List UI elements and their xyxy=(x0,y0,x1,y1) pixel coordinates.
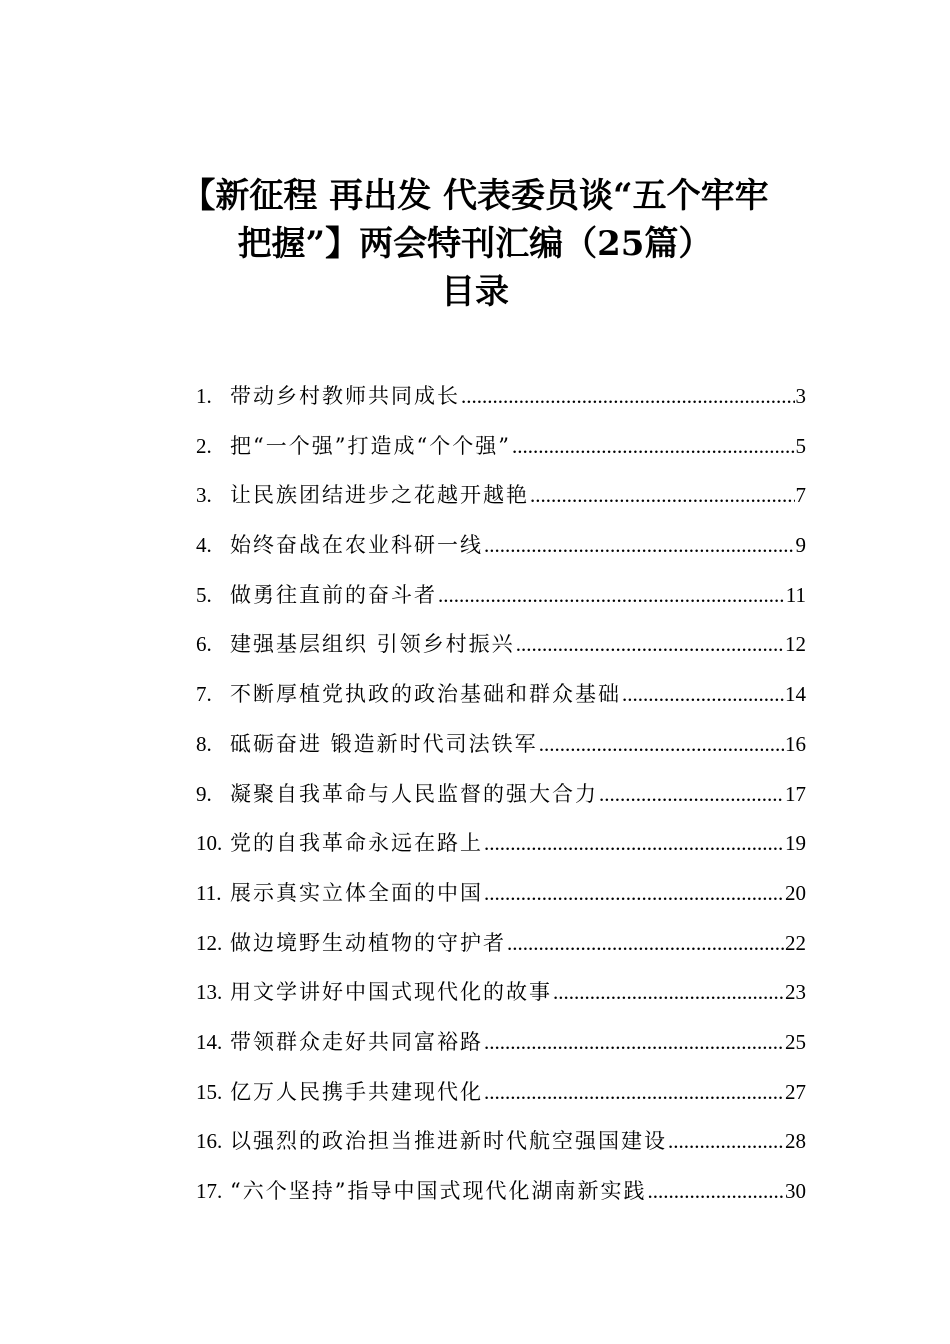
toc-dot-leader xyxy=(484,1030,784,1055)
toc-entry[interactable] xyxy=(196,628,806,678)
toc-entry-page-number: 23 xyxy=(785,980,806,1005)
toc-dot-leader xyxy=(484,831,784,856)
toc-entry[interactable] xyxy=(196,827,806,877)
toc-dot-leader xyxy=(461,384,795,409)
toc-entry-number: 5. xyxy=(196,582,212,607)
toc-heading: 目录 xyxy=(441,272,509,312)
toc-entry-number: 3. xyxy=(196,483,212,508)
toc-entry-page-number: 9 xyxy=(795,533,806,558)
toc-dot-leader xyxy=(647,1179,784,1204)
toc-entry-title: 以强烈的政治担当推进新时代航空强国建设 xyxy=(230,1129,667,1154)
toc-entry-title: 砥砺奋进 锻造新时代司法铁军 xyxy=(230,731,538,756)
toc-entry-number: 14. xyxy=(196,1029,223,1054)
toc-entry-title: 带动乡村教师共同成长 xyxy=(230,384,460,408)
title-line-2: 把握”】两会特刊汇编（25篇） xyxy=(237,224,713,264)
toc-entry[interactable] xyxy=(196,778,806,828)
toc-entry-title: 建强基层组织 引领乡村振兴 xyxy=(230,632,515,657)
toc-entry-number: 15. xyxy=(196,1079,223,1104)
toc-entry-page-number: 7 xyxy=(795,483,806,508)
toc-dot-leader xyxy=(553,980,784,1005)
toc-entry-title: 不断厚植党执政的政治基础和群众基础 xyxy=(230,682,621,707)
toc-entry-page-number: 30 xyxy=(785,1179,806,1203)
toc-entry-title: 凝聚自我革命与人民监督的强大合力 xyxy=(230,781,598,806)
title-line-1: 【新征程 再出发 代表委员谈“五个牢牢 xyxy=(181,176,769,216)
toc-entry-title: “六个坚持”指导中国式现代化湖南新实践 xyxy=(230,1179,647,1203)
toc-entry-page-number: 20 xyxy=(785,880,806,905)
toc-entry-number: 6. xyxy=(196,632,212,657)
toc-entry-page-number: 3 xyxy=(795,384,806,408)
toc-entry-page-number: 27 xyxy=(785,1079,806,1104)
table-of-contents xyxy=(196,380,806,1225)
toc-dot-leader xyxy=(599,782,784,807)
toc-entry-number: 7. xyxy=(196,682,212,707)
toc-entry[interactable] xyxy=(196,877,806,927)
toc-entry-title: 让民族团结进步之花越开越艳 xyxy=(230,483,529,508)
toc-entry[interactable] xyxy=(196,579,806,629)
toc-entry-number: 1. xyxy=(196,384,212,408)
toc-entry-number: 12. xyxy=(196,930,223,955)
toc-entry[interactable] xyxy=(196,927,806,977)
toc-entry[interactable] xyxy=(196,479,806,529)
toc-entry[interactable] xyxy=(196,1076,806,1126)
toc-entry-page-number: 11 xyxy=(785,582,806,607)
toc-entry-page-number: 17 xyxy=(785,781,806,806)
toc-entry-title: 做边境野生动植物的守护者 xyxy=(230,930,506,955)
toc-dot-leader xyxy=(539,732,784,757)
toc-entry-page-number: 25 xyxy=(785,1029,806,1054)
toc-dot-leader xyxy=(484,881,784,906)
toc-entry-page-number: 22 xyxy=(785,930,806,955)
toc-entry[interactable] xyxy=(196,1026,806,1076)
toc-entry-number: 17. xyxy=(196,1179,223,1203)
toc-entry[interactable] xyxy=(196,1125,806,1175)
toc-entry-title: 亿万人民携手共建现代化 xyxy=(230,1079,483,1104)
toc-dot-leader xyxy=(438,583,785,608)
toc-entry-title: 党的自我革命永远在路上 xyxy=(230,831,483,856)
toc-entry-title: 做勇往直前的奋斗者 xyxy=(230,582,437,607)
toc-entry-page-number: 28 xyxy=(785,1129,806,1154)
toc-dot-leader xyxy=(530,483,795,508)
toc-dot-leader xyxy=(507,931,784,956)
toc-entry-number: 13. xyxy=(196,980,223,1005)
toc-entry-number: 11. xyxy=(196,880,222,905)
toc-entry-page-number: 12 xyxy=(785,632,806,657)
toc-entry-title: 展示真实立体全面的中国 xyxy=(230,880,483,905)
toc-entry-title: 用文学讲好中国式现代化的故事 xyxy=(230,980,552,1005)
toc-entry-number: 10. xyxy=(196,831,223,856)
toc-entry-title: 把“一个强”打造成“个个强” xyxy=(230,433,511,458)
toc-entry-number: 16. xyxy=(196,1129,223,1154)
toc-entry[interactable] xyxy=(196,1175,806,1225)
toc-entry-page-number: 19 xyxy=(785,831,806,856)
document-title xyxy=(120,172,830,316)
toc-entry-title: 带领群众走好共同富裕路 xyxy=(230,1029,483,1054)
toc-dot-leader xyxy=(516,632,784,657)
toc-entry-number: 4. xyxy=(196,533,212,558)
toc-dot-leader xyxy=(512,434,795,459)
toc-entry-number: 8. xyxy=(196,731,212,756)
toc-entry-page-number: 5 xyxy=(795,433,806,458)
toc-entry[interactable] xyxy=(196,728,806,778)
toc-entry-title: 始终奋战在农业科研一线 xyxy=(230,533,483,558)
toc-entry[interactable] xyxy=(196,380,806,430)
toc-entry[interactable] xyxy=(196,976,806,1026)
toc-dot-leader xyxy=(484,533,795,558)
toc-entry[interactable] xyxy=(196,678,806,728)
toc-entry-number: 9. xyxy=(196,781,212,806)
toc-entry-number: 2. xyxy=(196,433,212,458)
toc-dot-leader xyxy=(622,682,784,707)
toc-entry-page-number: 14 xyxy=(785,682,806,707)
toc-dot-leader xyxy=(484,1080,784,1105)
toc-entry[interactable] xyxy=(196,529,806,579)
toc-entry[interactable] xyxy=(196,430,806,480)
toc-entry-page-number: 16 xyxy=(785,731,806,756)
toc-dot-leader xyxy=(668,1129,784,1154)
